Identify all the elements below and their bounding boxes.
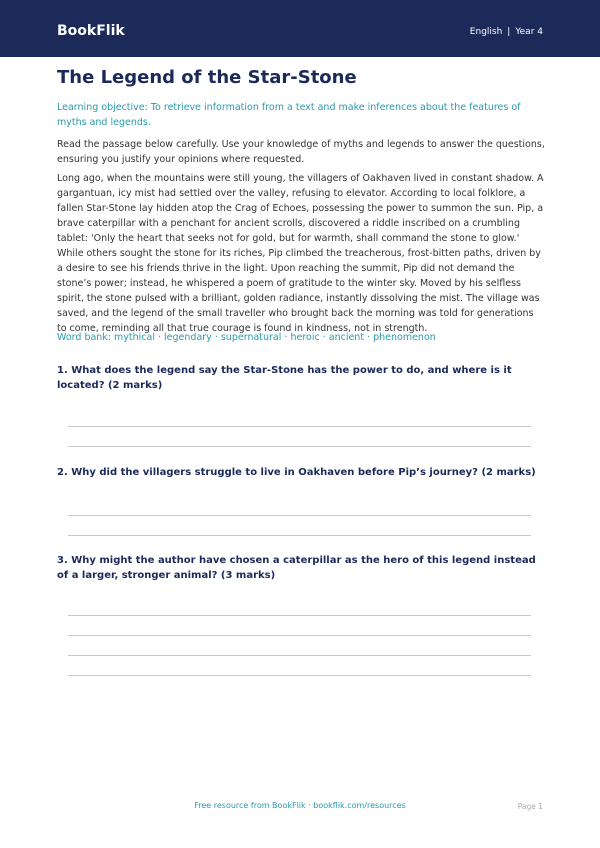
meta-separator: | [507,27,511,37]
footer-resource-link[interactable]: Free resource from BookFlik · bookflik.com/resources [194,801,406,810]
answer-line[interactable] [68,675,531,676]
subject-year-label [470,27,543,37]
header-bar [0,0,600,57]
word-bank: Word bank: mythical · legendary · supernatural · heroic · ancient · phenomenon [57,332,436,343]
question-2: 2. Why did the villagers struggle to live in Oakhaven before Pip’s journey? (2 marks) [57,467,536,478]
instructions: Read the passage below carefully. Use your knowledge of myths and legends to answer the questions, ensuring you justify your opinions where requested. [57,139,545,165]
answer-line[interactable] [68,655,531,656]
answer-line[interactable] [68,635,531,636]
learning-objective: Learning objective: To retrieve information from a text and make inferences about the features of myths and legends. [57,102,521,128]
page-number: Page 1 [517,802,543,811]
answer-line[interactable] [68,515,531,516]
subject-label: English [469,27,503,37]
brand-logo[interactable]: BookFlik [57,23,125,39]
answer-line[interactable] [68,446,531,447]
year-label: Year 4 [515,27,543,37]
answer-line[interactable] [68,615,531,616]
reading-passage: Long ago, when the mountains were still young, the villagers of Oakhaven lived in constant shadow. A gargantuan, icy mist had settled over the valley, refusing to elevator. According to local folklore, a fallen Star-Stone lay hidden atop the Crag of Echoes, possessing the power to summon the sun. Pip, a brave caterpillar with a penchant for ancient scrolls, discovered a riddle inscribed on a crumbling tablet: 'Only the heart that seeks not for gold, but for warmth, shall command the stone to glow.' While others sought the stone for its riches, Pip climbed the treacherous, frost-bitten paths, driven by a desire to see his friends thrive in the light. Upon reaching the summit, Pip did not demand the stone’s power; instead, he whispered a poem of gratitude to the winter sky. Moved by his selfless spirit, the stone pulsed with a brilliant, golden radiance, instantly dissolving the mist. The village was saved, and the legend of the small traveller who brought back the morning was told for generations to come, reminding all that true courage is found in kindness, not in strength. [57,173,544,334]
worksheet-title: The Legend of the Star-Stone [57,67,357,88]
answer-line[interactable] [68,535,531,536]
answer-line[interactable] [68,426,531,427]
question-3: 3. Why might the author have chosen a caterpillar as the hero of this legend instead of a larger, stronger animal? (3 marks) [57,555,536,581]
question-1: 1. What does the legend say the Star-Stone has the power to do, and where is it located? (2 marks) [57,365,512,391]
